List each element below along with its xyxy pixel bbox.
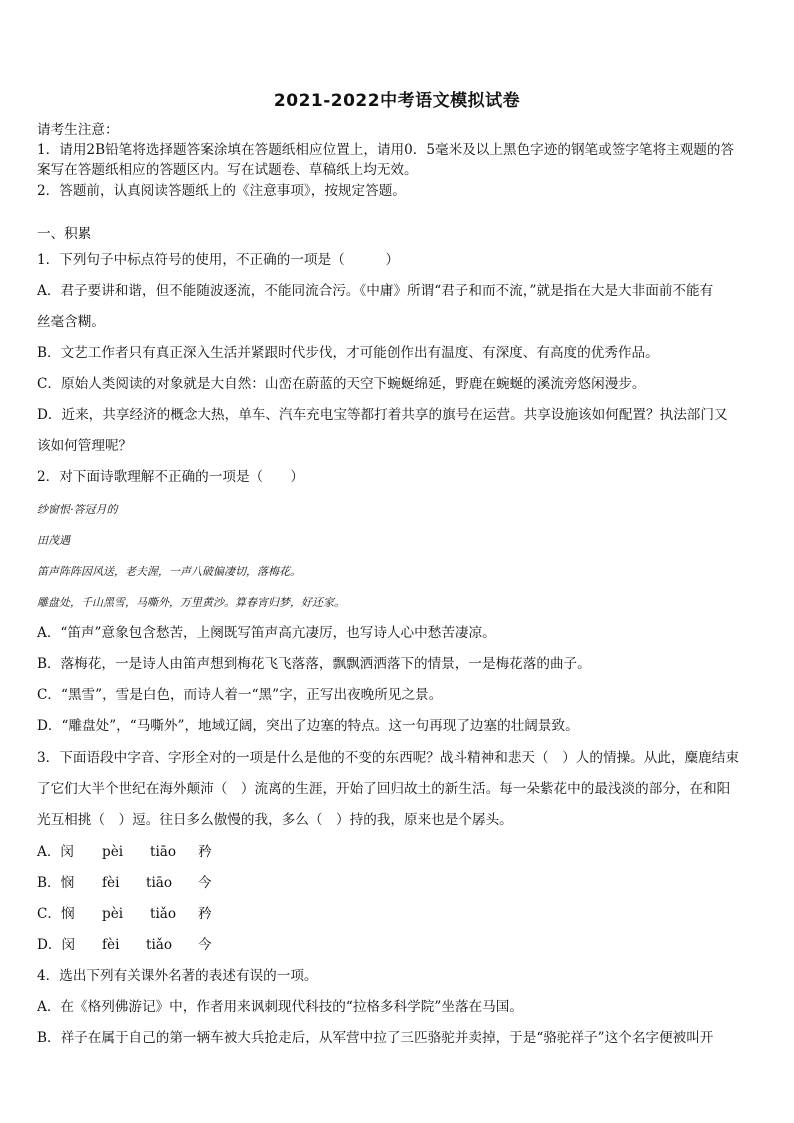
notice-item-2: 2．答题前，认真阅读答题纸上的《注意事项》，按规定答题。 [37, 183, 406, 199]
poem-line-1: 笛声阵阵因风送，老夫渥，一声八破偏凄切，落梅花。 [37, 565, 301, 578]
question-2-option-a: A．“笛声”意象包含愁苦，上阕既写笛声高亢凄厉，也写诗人心中愁苦凄凉。 [37, 625, 496, 641]
option-word: 矜 [198, 844, 212, 860]
option-pinyin-2: tiāo [150, 844, 177, 860]
question-4-option-b: B．祥子在属于自己的第一辆车被大兵抢走后，从军营中拉了三匹骆驼并卖掉，于是“骆驼祥子”这个名字便被叫开 [37, 1030, 714, 1046]
question-4-stem: 4．选出下列有关课外名著的表述有误的一项。 [37, 968, 318, 984]
question-2-stem: 2．对下面诗歌理解不正确的一项是（ ） [37, 469, 304, 485]
question-1-stem: 1．下列句子中标点符号的使用，不正确的一项是（ ） [37, 252, 400, 268]
option-letter: C．悯 [37, 906, 75, 922]
option-pinyin-1: fèi [102, 937, 120, 953]
question-3-line-3: 光互相挑（ ）逗。往日多么傲慢的我，多么（ ）持的我，原来也是个孱头。 [37, 812, 513, 828]
question-2-option-d: D．“雕盘处”，“马嘶外”，地域辽阔，突出了边塞的特点。这一句再现了边塞的壮阔景致。 [37, 718, 579, 734]
question-3-line-1: 3．下面语段中字音、字形全对的一项是什么是他的不变的东西呢？战斗精神和悲天（ ）人的情操。从此，麋鹿结束 [37, 750, 739, 766]
option-letter: A．闵 [37, 844, 75, 860]
option-pinyin-1: fèi [102, 875, 120, 891]
question-2-option-b: B．落梅花，一是诗人由笛声想到梅花飞飞落落，飘飘洒洒落下的情景，一是梅花落的曲子。 [37, 656, 591, 672]
poem-line-2: 雕盘处，千山黑雪，马嘶外，万里黄沙。算春宵归梦，好还家。 [37, 596, 345, 609]
poem-title: 纱窗恨·答冠月的 [37, 503, 118, 516]
option-letter: B．悯 [37, 875, 75, 891]
notice-heading: 请考生注意： [37, 122, 119, 138]
option-pinyin-1: pèi [102, 844, 124, 860]
question-4-option-a: A．在《格列佛游记》中，作者用来讽刺现代科技的“拉格多科学院”坐落在马国。 [37, 999, 523, 1015]
option-word: 矜 [198, 906, 212, 922]
question-1-option-b: B．文艺工作者只有真正深入生活并紧跟时代步伐，才可能创作出有温度、有深度、有高度的优秀作品。 [37, 345, 659, 361]
notice-item-1-line-1: 1．请用2B铅笔将选择题答案涂填在答题纸相应位置上，请用0．5毫米及以上黑色字迹的钢笔或签字笔将主观题的答 [37, 142, 735, 158]
question-1-option-d-line-2: 该如何管理呢？ [37, 438, 133, 454]
option-word: 今 [198, 875, 212, 891]
notice-item-1-line-2: 案写在答题纸相应的答题区内。写在试题卷、草稿纸上均无效。 [37, 162, 418, 178]
option-pinyin-2: tiǎo [146, 937, 173, 953]
option-pinyin-2: tiǎo [150, 906, 177, 922]
poem-author: 田茂遇 [37, 534, 70, 547]
option-letter: D．闵 [37, 937, 76, 953]
page-title: 2021-2022中考语文模拟试卷 [273, 91, 521, 111]
question-1-option-d-line-1: D．近来，共享经济的概念大热，单车、汽车充电宝等都打着共享的旗号在运营。共享设施该如何配置？执法部门又 [37, 407, 728, 423]
question-1-option-c: C．原始人类阅读的对象就是大自然：山峦在蔚蓝的天空下蜿蜒绵延，野鹿在蜿蜒的溪流旁悠闲漫步。 [37, 376, 646, 392]
question-3-line-2: 了它们大半个世纪在海外颠沛（ ）流离的生涯，开始了回归故土的新生活。每一朵紫花中的最浅淡的部分，在和阳 [37, 781, 731, 797]
question-2-option-c: C．“黑雪”，雪是白色，而诗人着一“黑”字，正写出夜晚所见之景。 [37, 687, 443, 703]
question-1-option-a-line-2: 丝毫含糊。 [37, 314, 105, 330]
question-1-option-a-line-1: A．君子要讲和谐，但不能随波逐流，不能同流合污。《中庸》所谓“君子和而不流，”就是指在大是大非面前不能有 [37, 283, 714, 299]
section-heading: 一、积累 [37, 226, 92, 242]
option-pinyin-1: pèi [102, 906, 124, 922]
option-pinyin-2: tiāo [146, 875, 173, 891]
option-word: 今 [198, 937, 212, 953]
